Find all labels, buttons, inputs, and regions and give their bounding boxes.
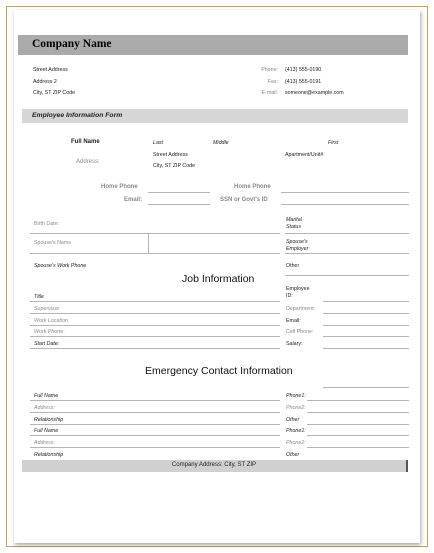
other-label: Other: [286, 263, 300, 269]
work-location-field[interactable]: [30, 325, 280, 326]
company-address-footer: Company Address: City, ST ZIP: [171, 462, 257, 468]
home-phone-field-2[interactable]: [281, 192, 409, 193]
home-phone-label: Home Phone: [101, 184, 138, 190]
emergency-address-1-label: Address:: [34, 405, 55, 411]
emergency-other-2-label: Other: [286, 452, 300, 458]
start-date-label: Start Date:: [34, 341, 60, 347]
marital-status-label: Marital Status: [286, 217, 302, 230]
emergency-relationship-2-label: Relationship: [34, 452, 64, 458]
company-street: Street Address: [33, 67, 68, 73]
spouse-name-field[interactable]: [30, 253, 280, 254]
company-fax: (413) 555-0191: [285, 79, 322, 85]
emergency-address-1-field[interactable]: [30, 412, 280, 413]
company-email-label: E-mail:: [261, 90, 278, 96]
last-name-caption: Last: [153, 140, 164, 146]
title-label: Title: [34, 294, 44, 300]
spouse-employer-label: Spouse's Employer: [286, 239, 309, 252]
company-name: Company Name: [32, 38, 112, 50]
salary-field[interactable]: [323, 348, 409, 349]
spouse-work-phone-label: Spouse's Work Phone: [34, 263, 87, 269]
company-header-bar: [18, 35, 408, 55]
email-field[interactable]: [148, 204, 210, 205]
work-location-label: Work Location: [34, 318, 68, 324]
salary-label: Salary:: [286, 341, 303, 347]
ssn-field[interactable]: [281, 204, 409, 205]
home-phone-label-2: Home Phone: [234, 184, 271, 190]
supervisor-label: Supervisor: [34, 306, 60, 312]
emergency-phone1-1-field[interactable]: [307, 400, 409, 401]
emergency-full-name-2-field[interactable]: [30, 435, 280, 436]
company-phone-label: Phone:: [261, 67, 278, 73]
company-address2: Address 2: [33, 79, 57, 85]
company-email[interactable]: someone@example.com: [285, 90, 344, 96]
emergency-phone1-2-label: Phone1:: [286, 428, 306, 434]
job-email-field[interactable]: [323, 325, 409, 326]
emergency-relationship-1-field[interactable]: [30, 424, 280, 425]
birth-date-field[interactable]: [30, 233, 280, 234]
emergency-full-name-1-field[interactable]: [30, 400, 280, 401]
company-fax-label: Fax:: [267, 79, 278, 85]
footer-bar: [22, 460, 408, 472]
title-field[interactable]: [30, 301, 280, 302]
ssn-label: SSN or Govt's ID: [220, 197, 268, 203]
emergency-address-2-field[interactable]: [30, 447, 280, 448]
first-name-caption: First: [328, 140, 339, 146]
birth-date-label: Birth Date:: [34, 221, 60, 227]
work-phone-field[interactable]: [30, 336, 280, 337]
emergency-relationship-1-label: Relationship: [34, 417, 64, 423]
full-name-label: Full Name: [71, 139, 100, 145]
spouse-divider: [148, 234, 149, 253]
address-label: Address:: [76, 159, 100, 165]
emergency-full-name-1-label: Full Name: [34, 393, 59, 399]
company-phone: (413) 555-0190: [285, 67, 322, 73]
middle-name-caption: Middle: [213, 140, 229, 146]
apartment-caption: Apartment/Unit#: [285, 152, 324, 158]
cell-phone-field[interactable]: [323, 336, 409, 337]
other-field[interactable]: [285, 275, 409, 276]
city-state-zip-caption: City, ST ZIP Code: [153, 163, 196, 169]
spouse-employer-field[interactable]: [285, 253, 409, 254]
department-field[interactable]: [323, 313, 409, 314]
emergency-top-field[interactable]: [323, 387, 409, 388]
emergency-phone1-2-field[interactable]: [307, 435, 409, 436]
home-phone-field[interactable]: [148, 192, 210, 193]
emergency-other-1-label: Other: [286, 417, 300, 423]
emergency-full-name-2-label: Full Name: [34, 428, 59, 434]
work-phone-label: Work Phone:: [34, 329, 65, 335]
emergency-phone2-2-label: Phone2:: [286, 440, 306, 446]
employee-id-field[interactable]: [323, 301, 409, 302]
department-label: Department:: [286, 306, 316, 312]
emergency-phone2-1-label: Phone2:: [286, 405, 306, 411]
job-info-heading: Job Information: [182, 273, 255, 285]
company-city: City, ST ZIP Code: [33, 90, 76, 96]
spouse-name-label: Spouse's Name: [34, 240, 72, 246]
emergency-other-1-field[interactable]: [307, 424, 409, 425]
email-label: Email:: [124, 197, 143, 203]
job-email-label: Email:: [286, 318, 301, 324]
emergency-phone2-2-field[interactable]: [307, 447, 409, 448]
emergency-phone2-1-field[interactable]: [307, 412, 409, 413]
form-title: Employee Information Form: [32, 112, 123, 119]
street-address-caption: Street Address: [153, 152, 188, 158]
start-date-field[interactable]: [30, 348, 280, 349]
emergency-contact-heading: Emergency Contact Information: [145, 365, 293, 377]
employee-id-label: Employee ID:: [286, 286, 310, 299]
marital-status-field[interactable]: [285, 233, 409, 234]
emergency-phone1-1-label: Phone1:: [286, 393, 306, 399]
supervisor-field[interactable]: [30, 313, 280, 314]
employee-info-section-bar: [22, 109, 408, 123]
emergency-address-2-label: Address:: [34, 440, 55, 446]
cell-phone-label: Cell Phone:: [286, 329, 314, 335]
